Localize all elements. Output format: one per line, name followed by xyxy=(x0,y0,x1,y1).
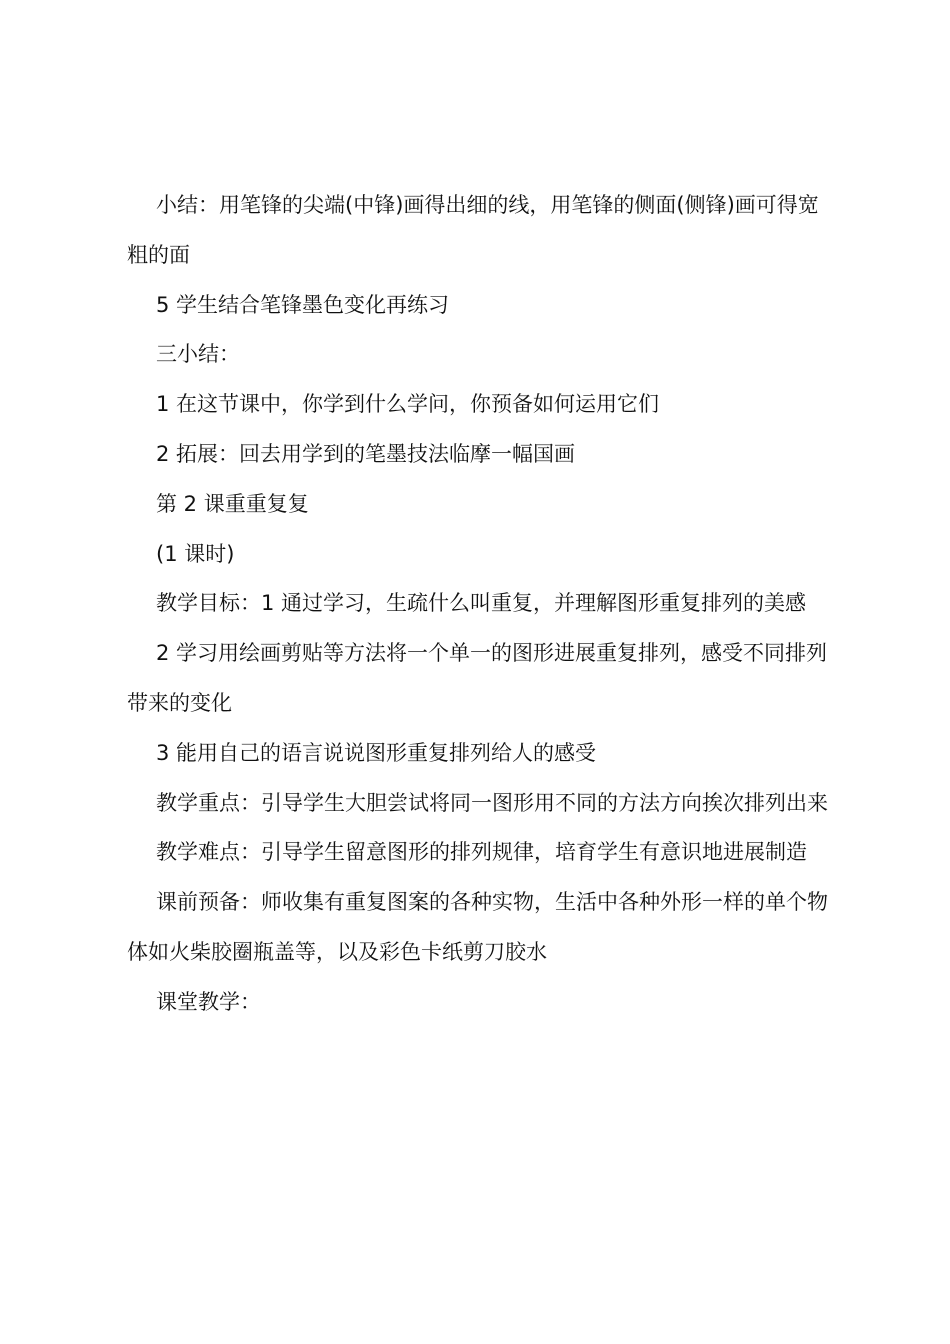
document-body xyxy=(127,181,833,1028)
paragraph-question-1: 1 在这节课中，你学到什么学问，你预备如何运用它们 xyxy=(156,392,660,417)
paragraph-objective-3: 3 能用自己的语言说说图形重复排列给人的感受 xyxy=(156,740,597,765)
paragraph-summary-brush: 小结：用笔锋的尖端(中锋)画得出细的线，用笔锋的侧面(侧锋)画可得宽粗的面 xyxy=(127,193,819,267)
paragraph-section-summary: 三小结： xyxy=(156,342,240,367)
lesson-duration: (1 课时) xyxy=(156,541,235,566)
paragraph-objective-1: 教学目标：1 通过学习，生疏什么叫重复，并理解图形重复排列的美感 xyxy=(156,591,807,616)
paragraph-key-point: 教学重点：引导学生大胆尝试将同一图形用不同的方法方向挨次排列出来 xyxy=(156,790,828,815)
paragraph-preparation: 课前预备：师收集有重复图案的各种实物，生活中各种外形一样的单个物体如火柴胶圈瓶盖等，以及彩色卡纸剪刀胶水 xyxy=(127,890,828,964)
paragraph-extension: 2 拓展：回去用学到的笔墨技法临摩一幅国画 xyxy=(156,441,576,466)
paragraph-difficulty: 教学难点：引导学生留意图形的排列规律，培育学生有意识地进展制造 xyxy=(156,840,807,865)
paragraph-classroom-teaching: 课堂教学： xyxy=(156,989,261,1014)
lesson-title: 第 2 课重重复复 xyxy=(156,491,309,516)
paragraph-practice: 5 学生结合笔锋墨色变化再练习 xyxy=(156,292,450,317)
paragraph-objective-2: 2 学习用绘画剪贴等方法将一个单一的图形进展重复排列，感受不同排列带来的变化 xyxy=(127,641,828,715)
